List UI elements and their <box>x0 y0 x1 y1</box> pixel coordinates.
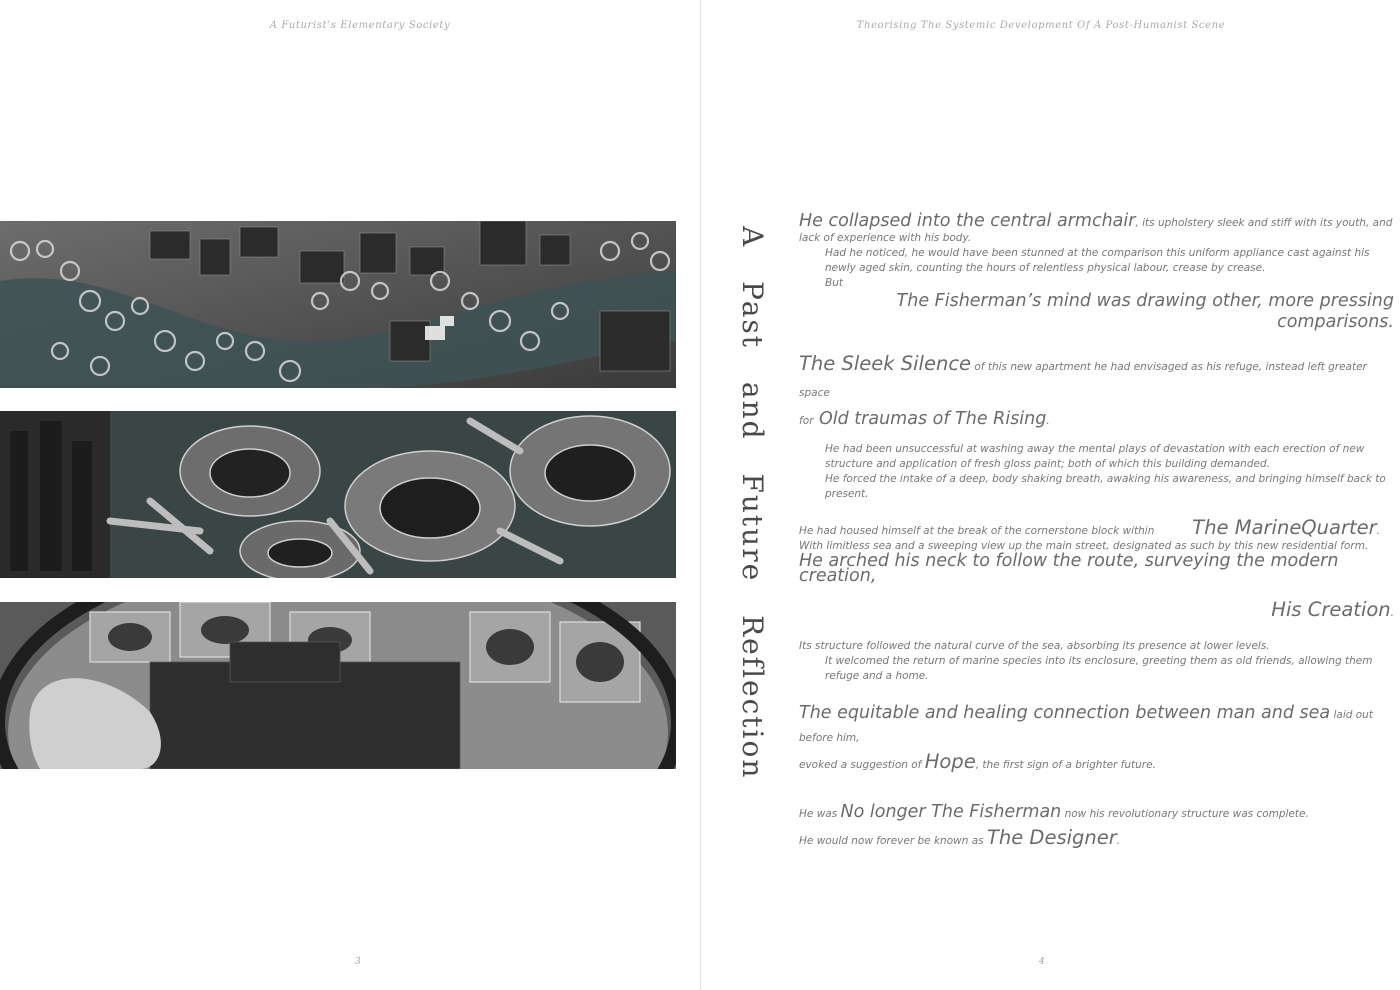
p5-lead: The Sleek Silence <box>799 352 972 375</box>
paragraph-6: He had been unsuccessful at washing away the mental plays of devastation with each erection of new structure and application of fresh gloss paint; both of which this building demanded. <box>825 443 1365 470</box>
p16-pre: He was <box>799 808 841 820</box>
p8-end: . <box>1376 525 1380 537</box>
right-folio: 4 <box>1039 957 1045 967</box>
p15-big: Hope <box>924 750 976 773</box>
paragraph-4: The Fisherman’s mind was drawing other, more pressing comparisons. <box>896 291 1394 332</box>
p1-rest: , its upholstery sleek and stiff with its youth, and lack of experience with his body. <box>799 217 1393 244</box>
p11-end: . <box>1390 607 1394 619</box>
left-running-head: A Futurist’s Elementary Society <box>269 20 451 31</box>
paragraph-11 <box>799 598 1394 621</box>
p5-big: Old traumas of The Rising <box>813 409 1047 429</box>
p15-pre: evoked a suggestion of <box>799 759 925 771</box>
p15-rest: , the first sign of a brighter future. <box>975 759 1156 771</box>
vertical-title-text: A Past and Future Reflection <box>736 226 769 780</box>
p17-big: The Designer <box>986 826 1117 849</box>
paragraph-10: He arched his neck to follow the route, surveying the modern creation, <box>799 551 1339 586</box>
porthole-render-image <box>0 602 676 769</box>
p5-rest: of this new apartment he had envisaged as his refuge, instead left greater space <box>799 361 1367 399</box>
left-folio: 3 <box>355 957 361 967</box>
paragraph-3: But <box>825 277 843 289</box>
p8-big: The MarineQuarter <box>1192 516 1377 539</box>
vertical-title <box>721 226 781 780</box>
p5-for: for <box>799 415 814 427</box>
paragraph-12: Its structure followed the natural curve of the sea, absorbing its presence at lower levels. <box>799 640 1270 652</box>
closeup-render-image <box>0 411 676 578</box>
paragraph-7: He forced the intake of a deep, body shaking breath, awaking his awareness, and bringing himself back to present. <box>825 473 1386 500</box>
p14-lead: The equitable and healing connection between man and sea <box>799 703 1331 723</box>
render-strip-closeup <box>0 411 676 578</box>
paragraph-16 <box>799 801 1394 853</box>
p14-rest: laid out before him, <box>799 709 1373 744</box>
paragraph-9: With limitless sea and a sweeping view up the main street, designated as such by this new residential form. <box>799 540 1369 552</box>
paragraph-8 <box>799 516 1394 539</box>
p5-end: . <box>1046 415 1050 427</box>
p17-end: . <box>1116 835 1121 847</box>
render-strip-aerial <box>0 221 676 388</box>
story-text <box>799 211 1394 853</box>
p11-big: His Creation <box>1271 598 1391 621</box>
p1-lead: He collapsed into the central armchair <box>799 211 1136 231</box>
right-running-head: Theorising The Systemic Development Of A Post-Humanist Scene <box>856 20 1226 31</box>
paragraph-5 <box>799 351 1394 434</box>
aerial-render-image <box>0 221 676 388</box>
paragraph-1 <box>799 211 1394 246</box>
p16-big: No longer The Fisherman <box>840 802 1062 822</box>
p16-rest: now his revolutionary structure was complete. <box>1061 808 1309 820</box>
render-strip-porthole <box>0 602 676 769</box>
paragraph-13: It welcomed the return of marine species into its enclosure, greeting them as old friends, allowing them refuge and a home. <box>825 655 1373 682</box>
paragraph-2: Had he noticed, he would have been stunned at the comparison this uniform appliance cast against his newly aged skin, counting the hours of relentless physical labour, crease by crease. <box>825 247 1370 274</box>
p17-pre: He would now forever be known as <box>799 835 987 847</box>
right-page <box>701 0 1400 990</box>
p8-small: He had housed himself at the break of the cornerstone block within <box>799 525 1155 537</box>
paragraph-14 <box>799 702 1394 777</box>
